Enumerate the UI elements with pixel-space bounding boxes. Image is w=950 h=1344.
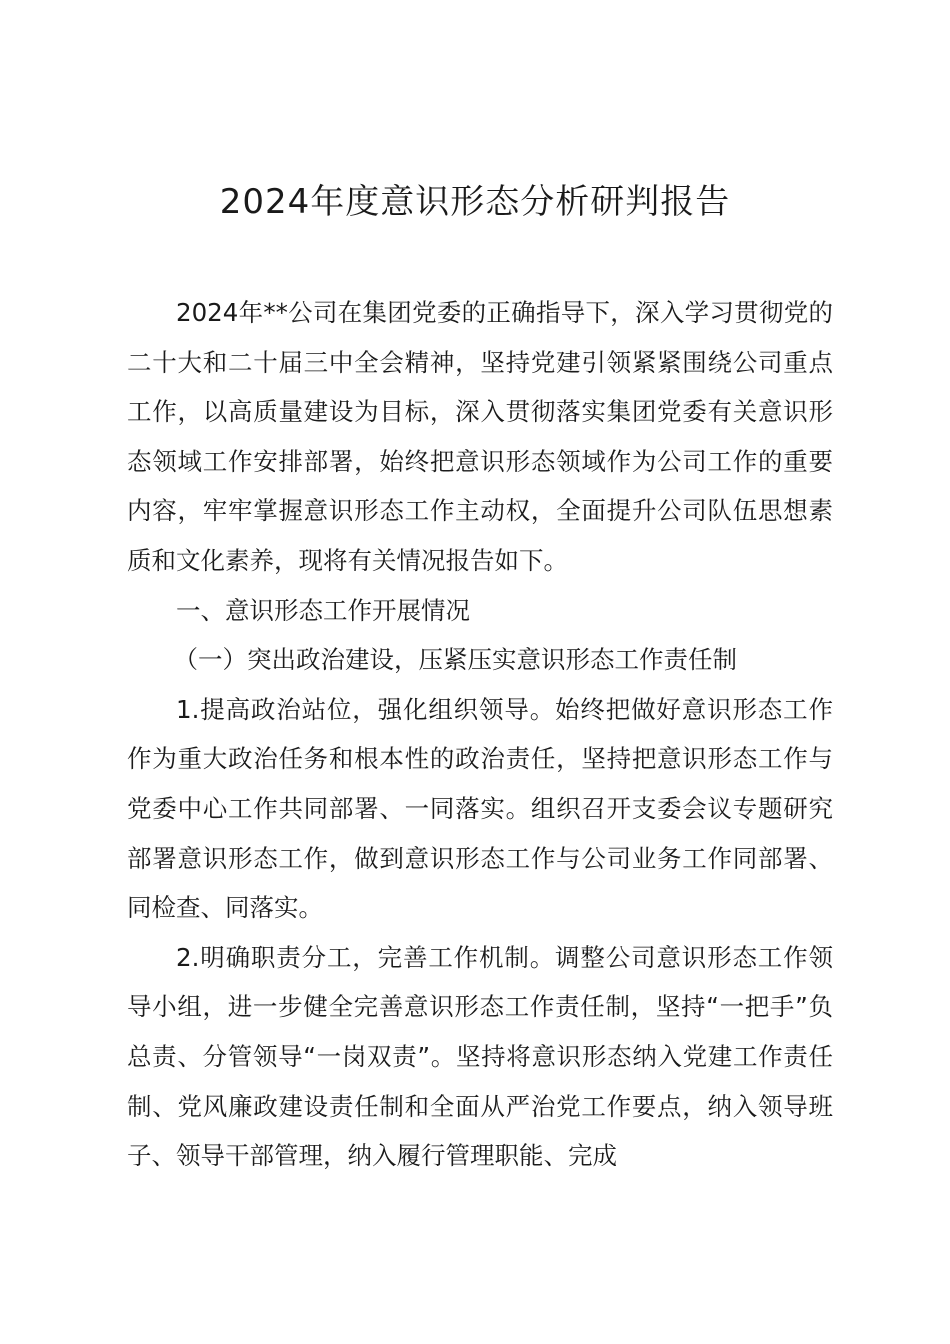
paragraph-item-2: 2.明确职责分工，完善工作机制。调整公司意识形态工作领导小组，进一步健全完善意识形态工作责任制，坚持“一把手”负总责、分管领导“一岗双责”。坚持将意识形态纳入党建工作责任制、党风廉政建设责任制和全面从严治党工作要点，纳入领导班子、领导干部管理，纳入履行管理职能、完成	[127, 942, 833, 1171]
document-body	[127, 288, 833, 1181]
paragraph-item-1: 1.提高政治站位，强化组织领导。始终把做好意识形态工作作为重大政治任务和根本性的政治责任，坚持把意识形态工作与党委中心工作共同部署、一同落实。组织召开支委会议专题研究部署意识形态工作，做到意识形态工作与公司业务工作同部署、同检查、同落实。	[127, 694, 833, 923]
subsection-heading-1: （一）突出政治建设，压紧压实意识形态工作责任制	[173, 645, 738, 675]
intro-paragraph: 2024年**公司在集团党委的正确指导下，深入学习贯彻党的二十大和二十届三中全会精神，坚持党建引领紧紧围绕公司重点工作，以高质量建设为目标，深入贯彻落实集团党委有关意识形态领域工作安排部署，始终把意识形态领域作为公司工作的重要内容，牢牢掌握意识形态工作主动权，全面提升公司队伍思想素质和文化素养，现将有关情况报告如下。	[127, 298, 833, 575]
document-title: 2024年度意识形态分析研判报告	[219, 182, 731, 222]
section-heading-1: 一、意识形态工作开展情况	[176, 595, 470, 625]
